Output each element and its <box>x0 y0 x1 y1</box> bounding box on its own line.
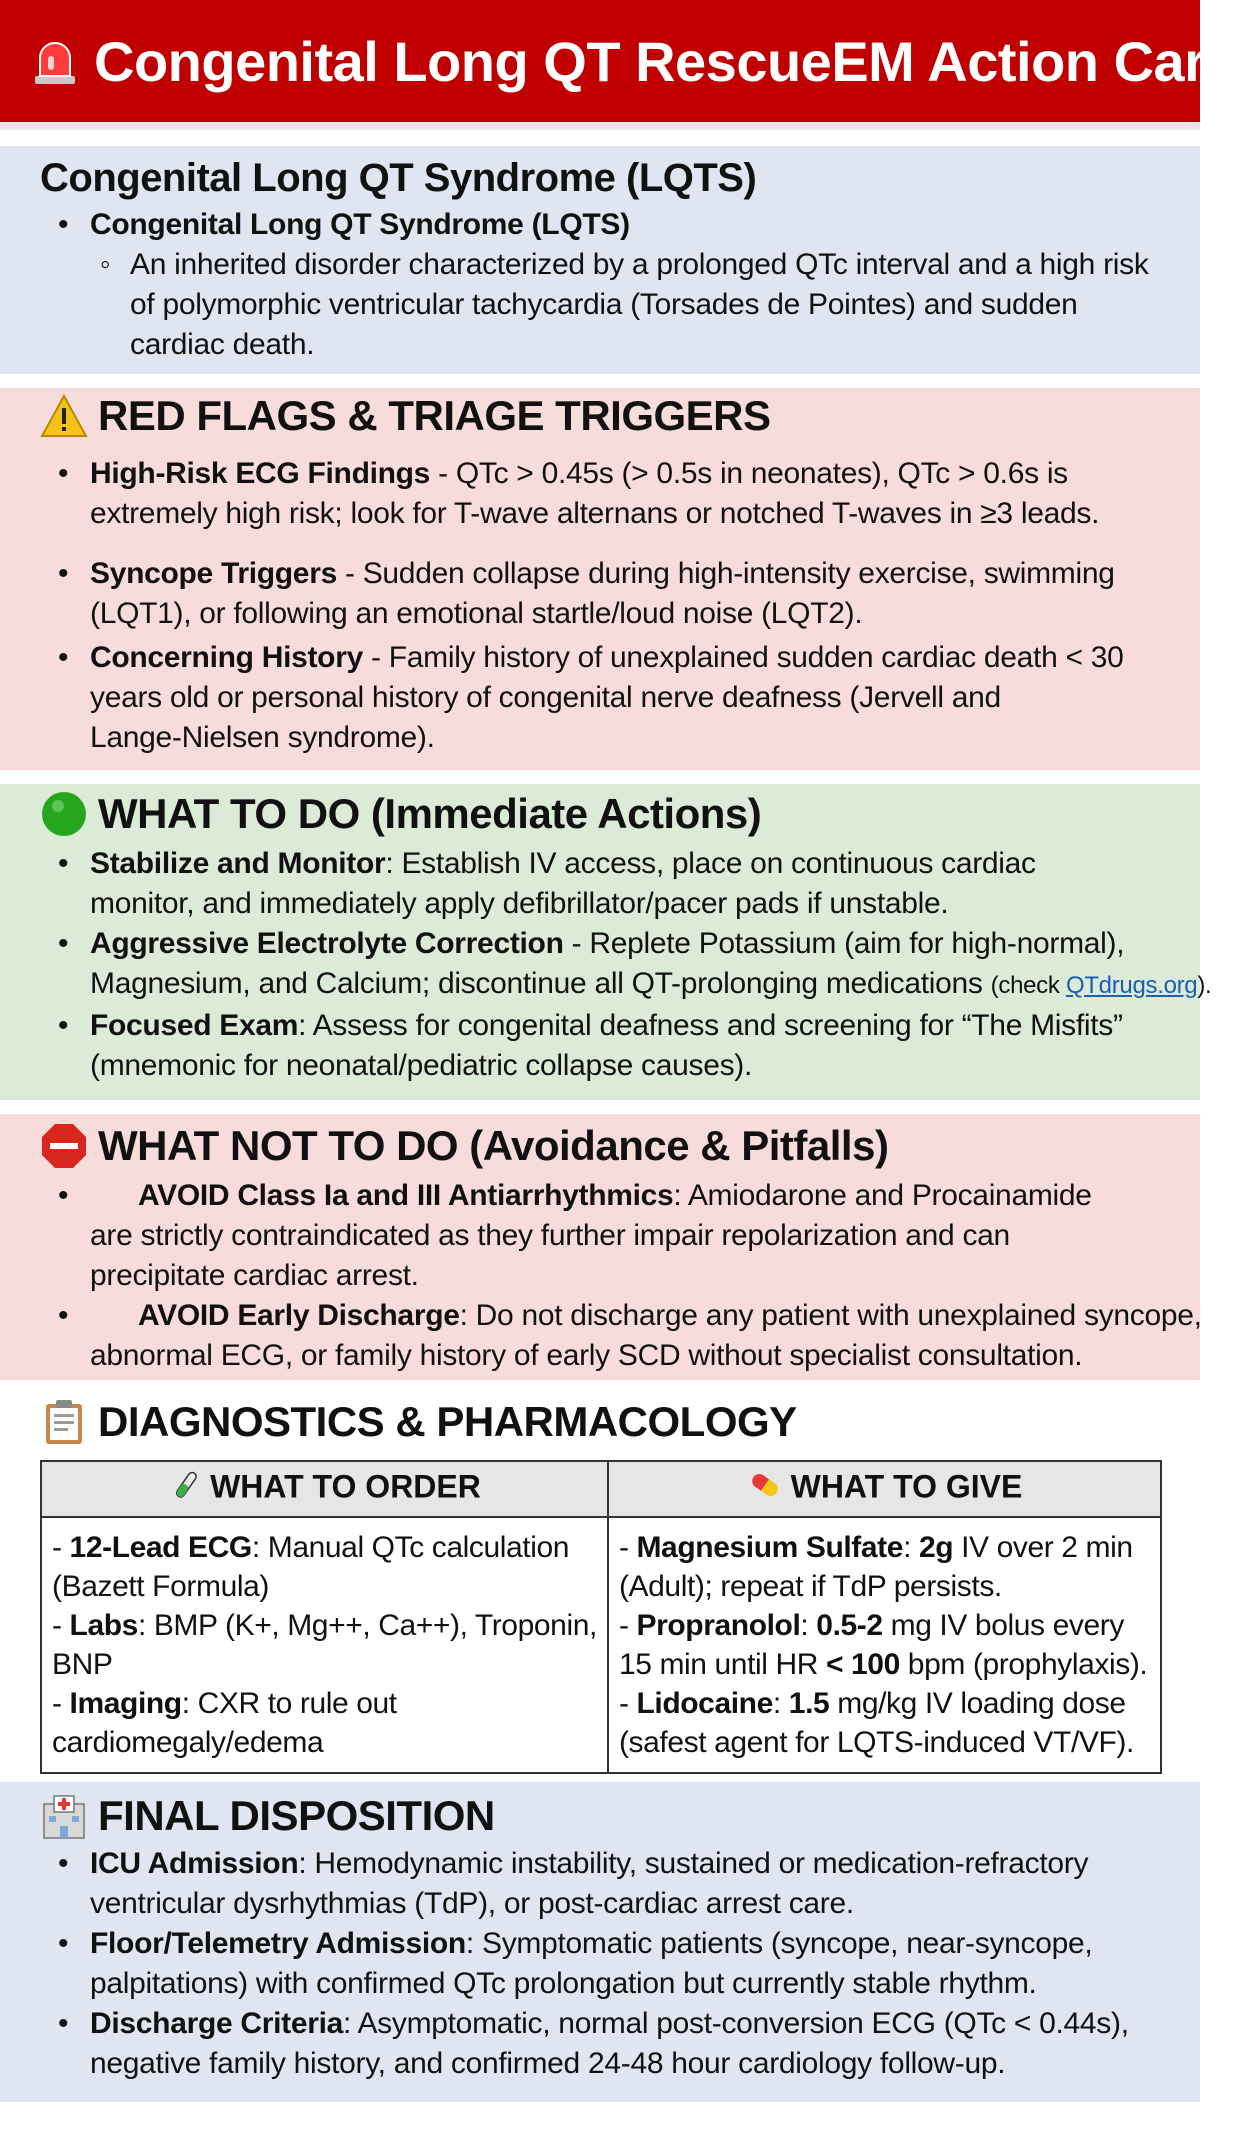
hospital-icon <box>40 1792 88 1840</box>
action-item: • Aggressive Electrolyte Correction - Replete Potassium (aim for high-normal), Magnesium, and Calcium; discontinue all QT-prolonging medications (check QTdrugs.org). <box>40 924 1190 1006</box>
diagnostics-section <box>0 1384 1200 1766</box>
red-flags-heading: RED FLAGS & TRIAGE TRIGGERS <box>40 392 1190 440</box>
what-not-to-do-heading: WHAT NOT TO DO (Avoidance & Pitfalls) <box>40 1122 1190 1170</box>
card-header <box>0 0 1239 130</box>
overview-description-cont: of polymorphic ventricular tachycardia (Torsades de Pointes) and sudden cardiac death. <box>130 288 1078 361</box>
green-circle-icon <box>40 790 88 838</box>
card-title: Congenital Long QT RescueEM Action Card <box>94 29 1239 93</box>
overview-section <box>0 146 1200 374</box>
what-to-do-section <box>0 784 1212 1100</box>
red-flag-item: • Syncope Triggers - Sudden collapse during high-intensity exercise, swimming (LQT1), or following an emotional startle/loud noise (LQT2). <box>40 554 1190 634</box>
overview-description: ◦ An inherited disorder characterized by a prolonged QTc interval and a high risk <box>40 245 1190 285</box>
stop-sign-icon <box>40 1122 88 1170</box>
order-column-header: WHAT TO ORDER <box>41 1461 608 1517</box>
clipboard-icon <box>40 1398 88 1446</box>
red-flags-section <box>0 388 1200 770</box>
overview-item-title: Congenital Long QT Syndrome (LQTS) <box>90 208 630 241</box>
avoid-item: • AVOID Early Discharge: Do not discharge any patient with unexplained syncope, abnormal ECG, or family history of early SCD without specialist consultation. <box>40 1296 1190 1376</box>
overview-item <box>40 205 1190 245</box>
disposition-heading: FINAL DISPOSITION <box>40 1792 1190 1840</box>
order-cell: - 12-Lead ECG: Manual QTc calculation (Bazett Formula) - Labs: BMP (K+, Mg++, Ca++), Troponin, BNP - Imaging: CXR to rule out cardiomegaly/edema <box>41 1517 608 1773</box>
what-not-to-do-section <box>0 1114 1200 1380</box>
give-cell: - Magnesium Sulfate: 2g IV over 2 min (Adult); repeat if TdP persists. - Propranolol: 0.5-2 mg IV bolus every 15 min until HR < 100 bpm (prophylaxis). - Lidocaine: 1.5 mg/kg IV loading dose (safest agent for LQTS-induced VT/VF). <box>608 1517 1161 1773</box>
action-item: • Focused Exam: Assess for congenital deafness and screening for “The Misfits” (mnemonic for neonatal/pediatric collapse causes). <box>40 1006 1190 1086</box>
disposition-item: • Discharge Criteria: Asymptomatic, normal post-conversion ECG (QTc < 0.44s), negative family history, and confirmed 24-48 hour cardiology follow-up. <box>40 2004 1190 2084</box>
red-flag-item: • Concerning History - Family history of unexplained sudden cardiac death < 30 years old or personal history of congenital nerve deafness (Jervell and Lange-Nielsen syndrome). <box>40 638 1190 758</box>
siren-icon <box>30 36 80 86</box>
diagnostics-table <box>40 1460 1162 1774</box>
qtdrugs-link[interactable]: QTdrugs.org <box>1065 972 1198 999</box>
red-flag-item: • High-Risk ECG Findings - QTc > 0.45s (> 0.5s in neonates), QTc > 0.6s is extremely high risk; look for T-wave alternans or notched T-waves in ≥3 leads. <box>40 454 1190 534</box>
action-item: • Stabilize and Monitor: Establish IV access, place on continuous cardiac monitor, and immediately apply defibrillator/pacer pads if unstable. <box>40 844 1190 924</box>
diagnostics-heading: DIAGNOSTICS & PHARMACOLOGY <box>40 1398 1190 1446</box>
pill-icon <box>747 1467 783 1511</box>
disposition-section <box>0 1782 1200 2102</box>
disposition-item: • Floor/Telemetry Admission: Symptomatic patients (syncope, near-syncope, palpitations) with confirmed QTc prolongation but currently stable rhythm. <box>40 1924 1190 2004</box>
avoid-item: • AVOID Class Ia and III Antiarrhythmics: Amiodarone and Procainamide are strictly contraindicated as they further impair repolarization and can precipitate cardiac arrest. <box>40 1176 1190 1296</box>
give-column-header: WHAT TO GIVE <box>608 1461 1161 1517</box>
test-tube-icon <box>168 1468 202 1510</box>
warning-icon <box>40 392 88 440</box>
what-to-do-heading: WHAT TO DO (Immediate Actions) <box>40 790 1190 838</box>
overview-heading: Congenital Long QT Syndrome (LQTS) <box>40 156 757 200</box>
disposition-item: • ICU Admission: Hemodynamic instability, sustained or medication-refractory ventricular dysrhythmias (TdP), or post-cardiac arrest care. <box>40 1844 1190 1924</box>
